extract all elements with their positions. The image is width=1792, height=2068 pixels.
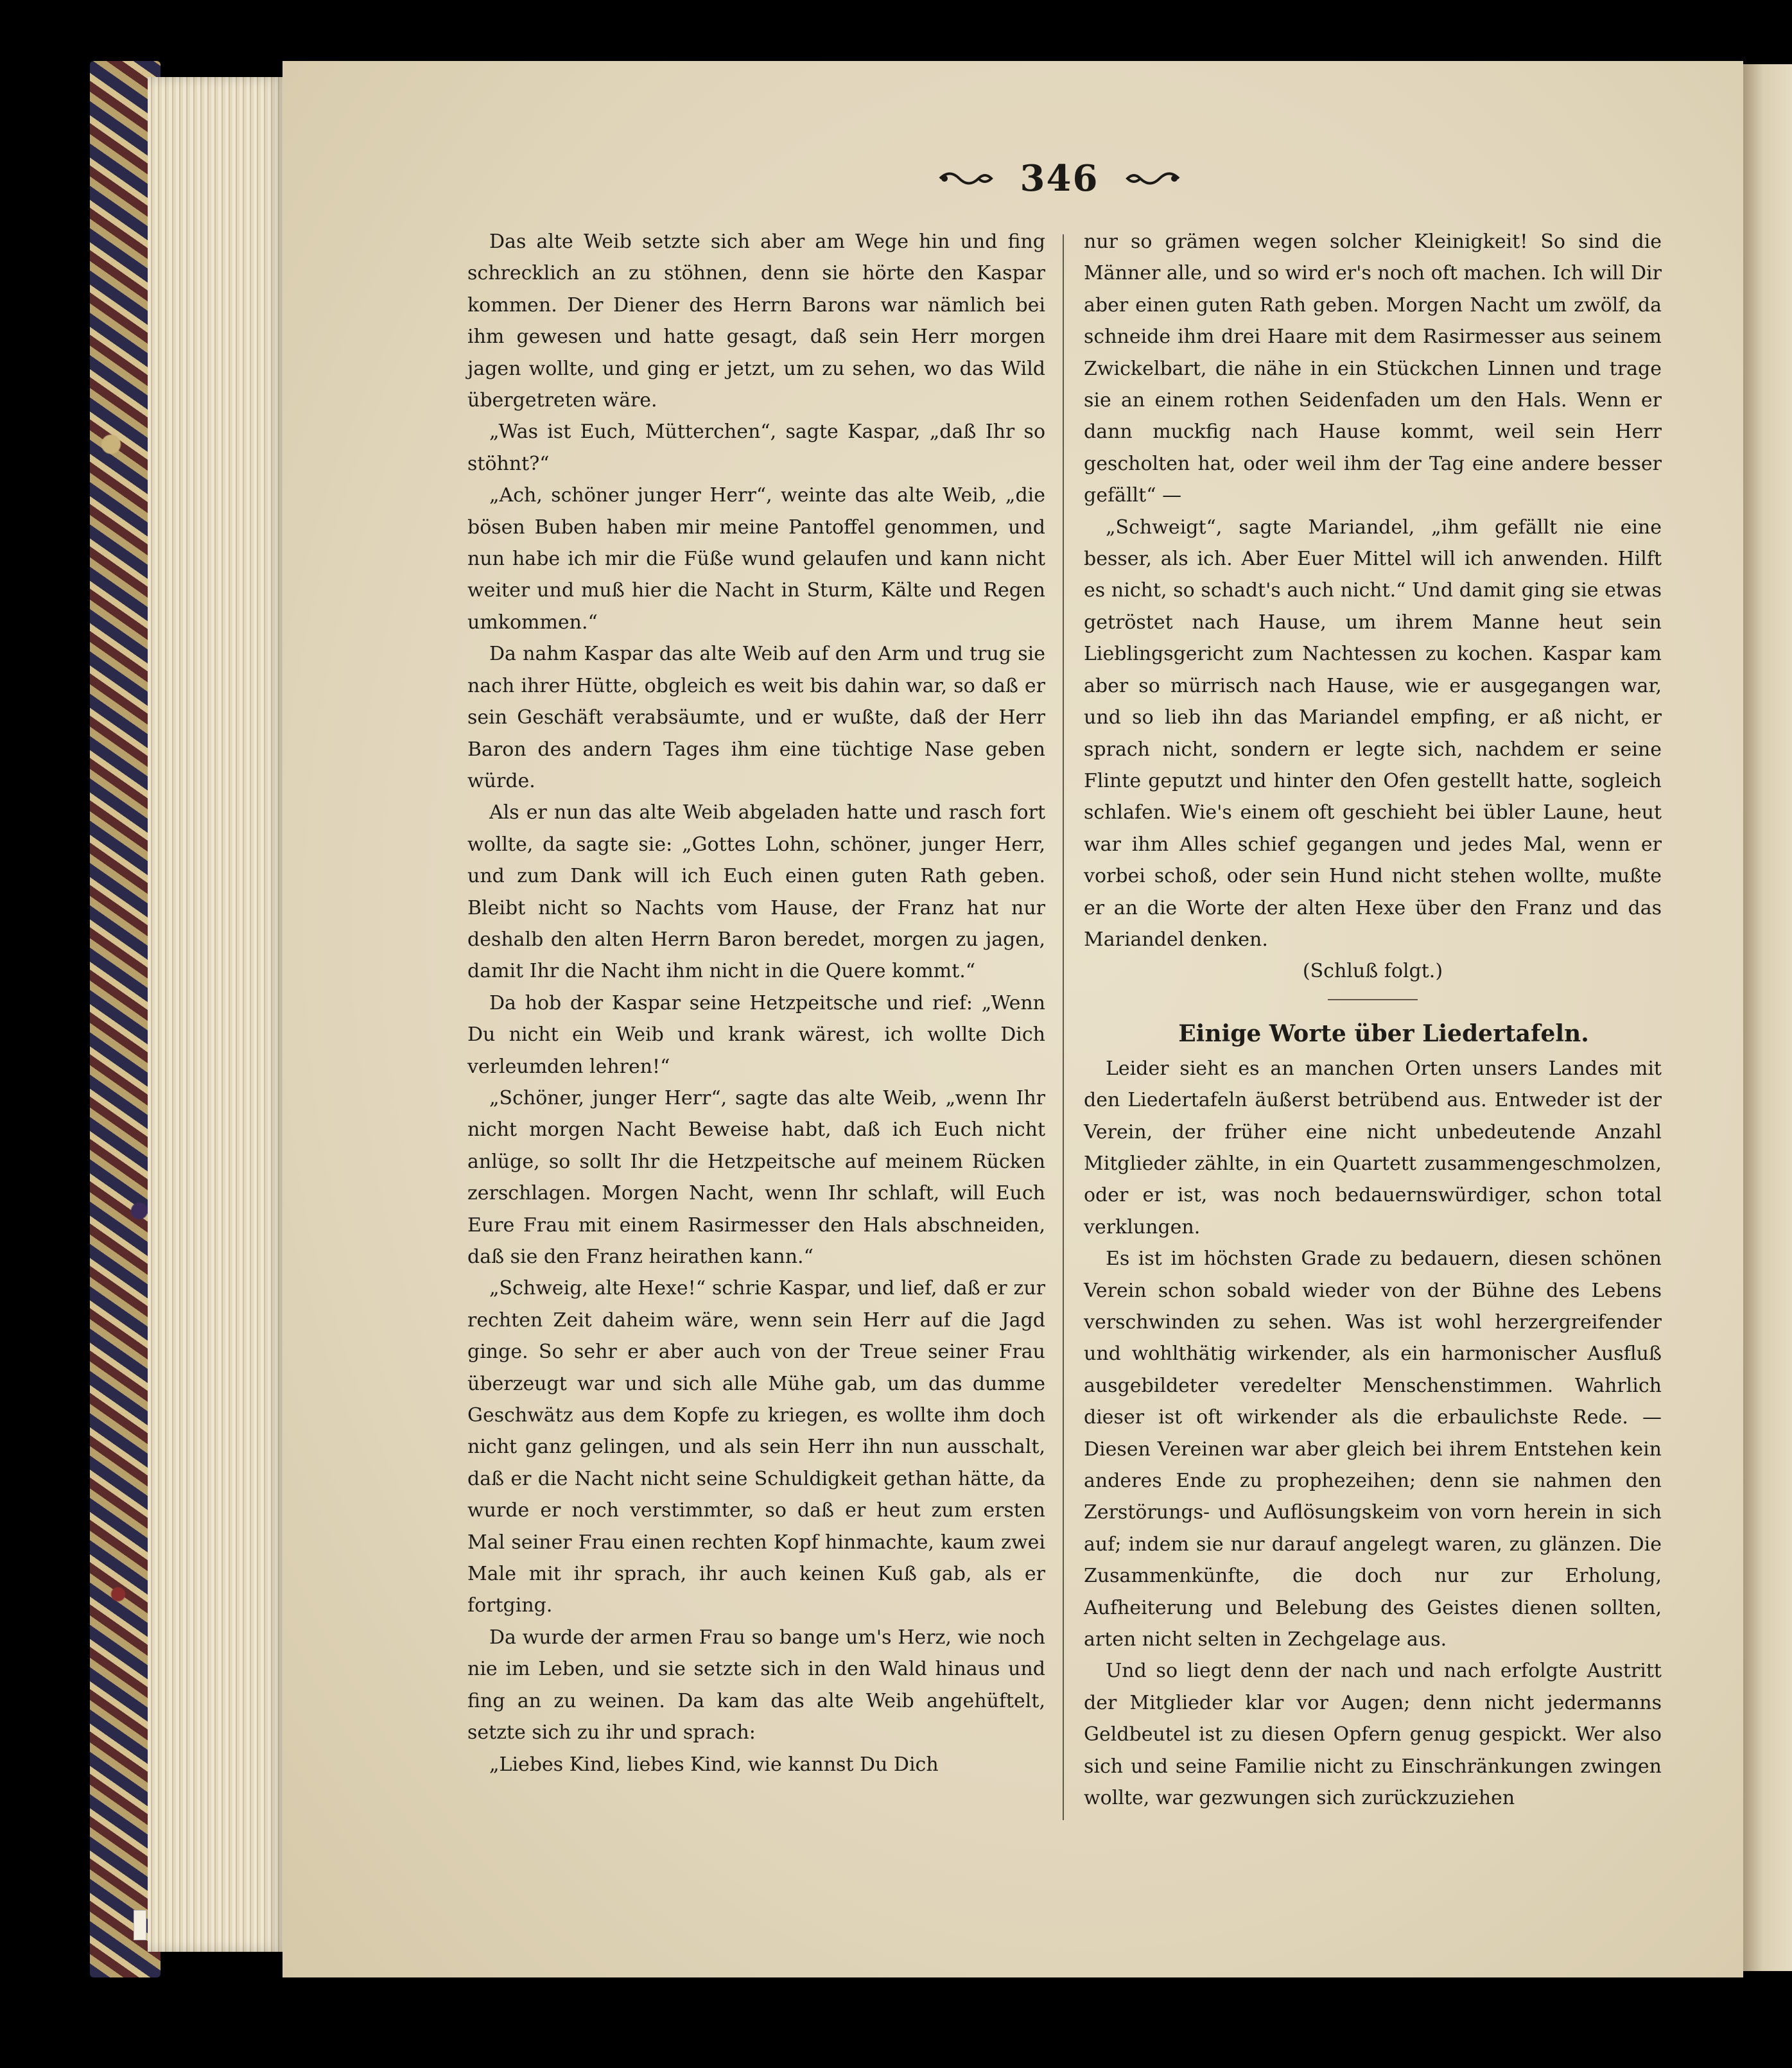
paragraph: Da hob der Kaspar seine Hetzpeitsche und rief: „Wenn Du nicht ein Weib und krank wärest, ich wollte Dich verleumden lehren!“ [467, 991, 1045, 1078]
paragraph: „Schweigt“, sagte Mariandel, „ihm gefällt nie eine besser, als ich. Aber Euer Mittel will ich anwenden. Hilft es nicht, so schadt's auch nicht.“ Und damit ging sie etwas getröstet nach Hause, um ihrem Manne heut sein Lieblingsgericht zum Nachtessen zu kochen. Kaspar kam aber so mürrisch nach Hause, wie er ausgegangen war, und so lieb ihn das Mariandel empfing, er aß nicht, er sprach nicht, sondern er legte sich, nachdem er seine Flinte geputzt und hinter den Ofen gestellt hatte, sogleich schlafen. Wie's einem oft geschieht bei übler Laune, heut war ihm Alles schief gegangen und jedes Mal, wenn er vorbei schoß, oder sein Hund nicht stehen wollte, mußte er an die Worte der alten Hexe über den Franz und das Mariandel denken. [1084, 516, 1662, 951]
article-title: Einige Worte über Liedertafeln. [1178, 1020, 1589, 1047]
column-divider [1063, 234, 1064, 1820]
page-number: 346 [1020, 157, 1099, 200]
right-text-column [1084, 226, 1662, 1814]
shelf-label [134, 1910, 146, 1940]
paragraph: Es ist im höchsten Grade zu bedauern, diesen schönen Verein schon sobald wieder von der Bühne des Lebens verschwinden zu sehen. Was ist wohl herzergreifender und wohlthätig wirkender, als ein harmonischer Ausfluß ausgebildeter veredelter Menschenstimmen. Wahrlich dieser ist oft wirkender als die erbaulichste Rede. — Diesen Vereinen war aber gleich bei ihrem Entstehen kein anderes Ende zu prophezeihen; denn sie nahmen den Zerstörungs- und Auflösungskeim von vorn herein in sich auf; indem sie nur darauf angelegt waren, zu glänzen. Die Zusammenkünfte, die doch nur zur Erholung, Aufheiterung und Belebung des Geistes dienen sollten, arten nicht selten in Zechgelage aus. [1084, 1247, 1662, 1651]
left-text-column [467, 226, 1045, 1780]
right-ornament-icon [1124, 166, 1182, 191]
paragraph: Das alte Weib setzte sich aber am Wege hin und fing schrecklich an zu stöhnen, denn sie hörte den Kaspar kommen. Der Diener des Herrn Barons war nämlich bei ihm gewesen und hatte gesagt, daß sein Herr morgen jagen wollte, und ging er jetzt, um zu sehen, wo das Wild übergetreten wäre. [467, 230, 1045, 412]
left-ornament-icon [937, 166, 995, 191]
paragraph: „Schöner, junger Herr“, sagte das alte Weib, „wenn Ihr nicht morgen Nacht Beweise habt, daß ich Euch nicht anlüge, so sollt Ihr die Hetzpeitsche auf meinem Rücken zerschlagen. Morgen Nacht, wenn Ihr schlaft, will Euch Eure Frau mit einem Rasirmesser den Hals abschneiden, daß sie den Franz heirathen kann.“ [467, 1086, 1045, 1268]
page-header [912, 153, 1207, 204]
paragraph: „Schweig, alte Hexe!“ schrie Kaspar, und lief, daß er zur rechten Zeit daheim wäre, wenn sein Herr auf die Jagd ginge. So sehr er aber auch von der Treue seiner Frau überzeugt war und sich alle Mühe gab, um das dumme Geschwätz aus dem Kopfe zu kriegen, es wollte ihm doch nicht ganz gelingen, und als sein Herr ihn nun ausschalt, daß er die Nacht nicht seine Schuldigkeit gethan hätte, da wurde er noch verstimmter, so daß er heut zum ersten Mal seiner Frau einen rechten Kopf hinmachte, kaum zwei Male mit ihr sprach, ihr auch keinen Kuß gab, als er fortging. [467, 1277, 1045, 1617]
to-be-continued-note: (Schluß folgt.) [1302, 960, 1443, 983]
page-stack-edges [148, 77, 286, 1952]
paragraph: Da wurde der armen Frau so bange um's Herz, wie noch nie im Leben, und sie setzte sich in den Wald hinaus und fing an zu weinen. Da kam das alte Weib angehüftelt, setzte sich zu ihr und sprach: [467, 1626, 1045, 1744]
paragraph: Und so liegt denn der nach und nach erfolgte Austritt der Mitglieder klar vor Augen; denn nicht jedermanns Geldbeutel ist zu diesen Opfern genug gespickt. Wer also sich und seine Familie nicht zu Einschränkungen zwingen wollte, war gezwungen sich zurückzuziehen [1084, 1660, 1662, 1810]
section-divider [1328, 999, 1418, 1000]
facing-page-edge [1743, 64, 1792, 1971]
paragraph: „Liebes Kind, liebes Kind, wie kannst Du Dich [489, 1753, 939, 1776]
paragraph: Leider sieht es an manchen Orten unsers Landes mit den Liedertafeln äußerst betrübend aus. Entweder ist der Verein, der früher eine nicht unbedeutende Anzahl Mitglieder zählte, in ein Quartett zusammengeschmolzen, oder er ist, was noch bedauernswürdiger, schon total verklungen. [1084, 1057, 1662, 1238]
paragraph-continued: nur so grämen wegen solcher Kleinigkeit! So sind die Männer alle, und so wird er's noch oft machen. Ich will Dir aber einen guten Rath geben. Morgen Nacht um zwölf, da schneide ihm drei Haare mit dem Rasirmesser aus seinem Zwickelbart, die nähe in ein Stückchen Linnen und trage sie an einem rothen Seidenfaden um den Hals. Wenn er dann muckfig nach Hause kommt, weil sein Herr gescholten hat, oder weil ihm der Tag eine andere besser gefällt“ — [1084, 230, 1662, 507]
paragraph: „Was ist Euch, Mütterchen“, sagte Kaspar, „daß Ihr so stöhnt?“ [467, 421, 1045, 475]
paragraph: Als er nun das alte Weib abgeladen hatte und rasch fort wollte, da sagte sie: „Gottes Lohn, schöner, junger Herr, und zum Dank will ich Euch einen guten Rath geben. Bleibt nicht so Nachts vom Hause, der Franz hat nur deshalb den alten Herrn Baron beredet, morgen zu jagen, damit Ihr die Nacht ihm nicht in die Quere kommt.“ [467, 801, 1045, 983]
paragraph: Da nahm Kaspar das alte Weib auf den Arm und trug sie nach ihrer Hütte, obgleich es weit bis dahin war, so daß er sein Geschäft verabsäumte, und er wußte, daß der Herr Baron des andern Tages ihm eine tüchtige Nase geben würde. [467, 643, 1045, 792]
paragraph: „Ach, schöner junger Herr“, weinte das alte Weib, „die bösen Buben haben mir meine Pantoffel genommen, und nun habe ich mir die Füße wund gelaufen und kann nicht weiter und muß hier die Nacht in Sturm, Kälte und Regen umkommen.“ [467, 484, 1045, 634]
